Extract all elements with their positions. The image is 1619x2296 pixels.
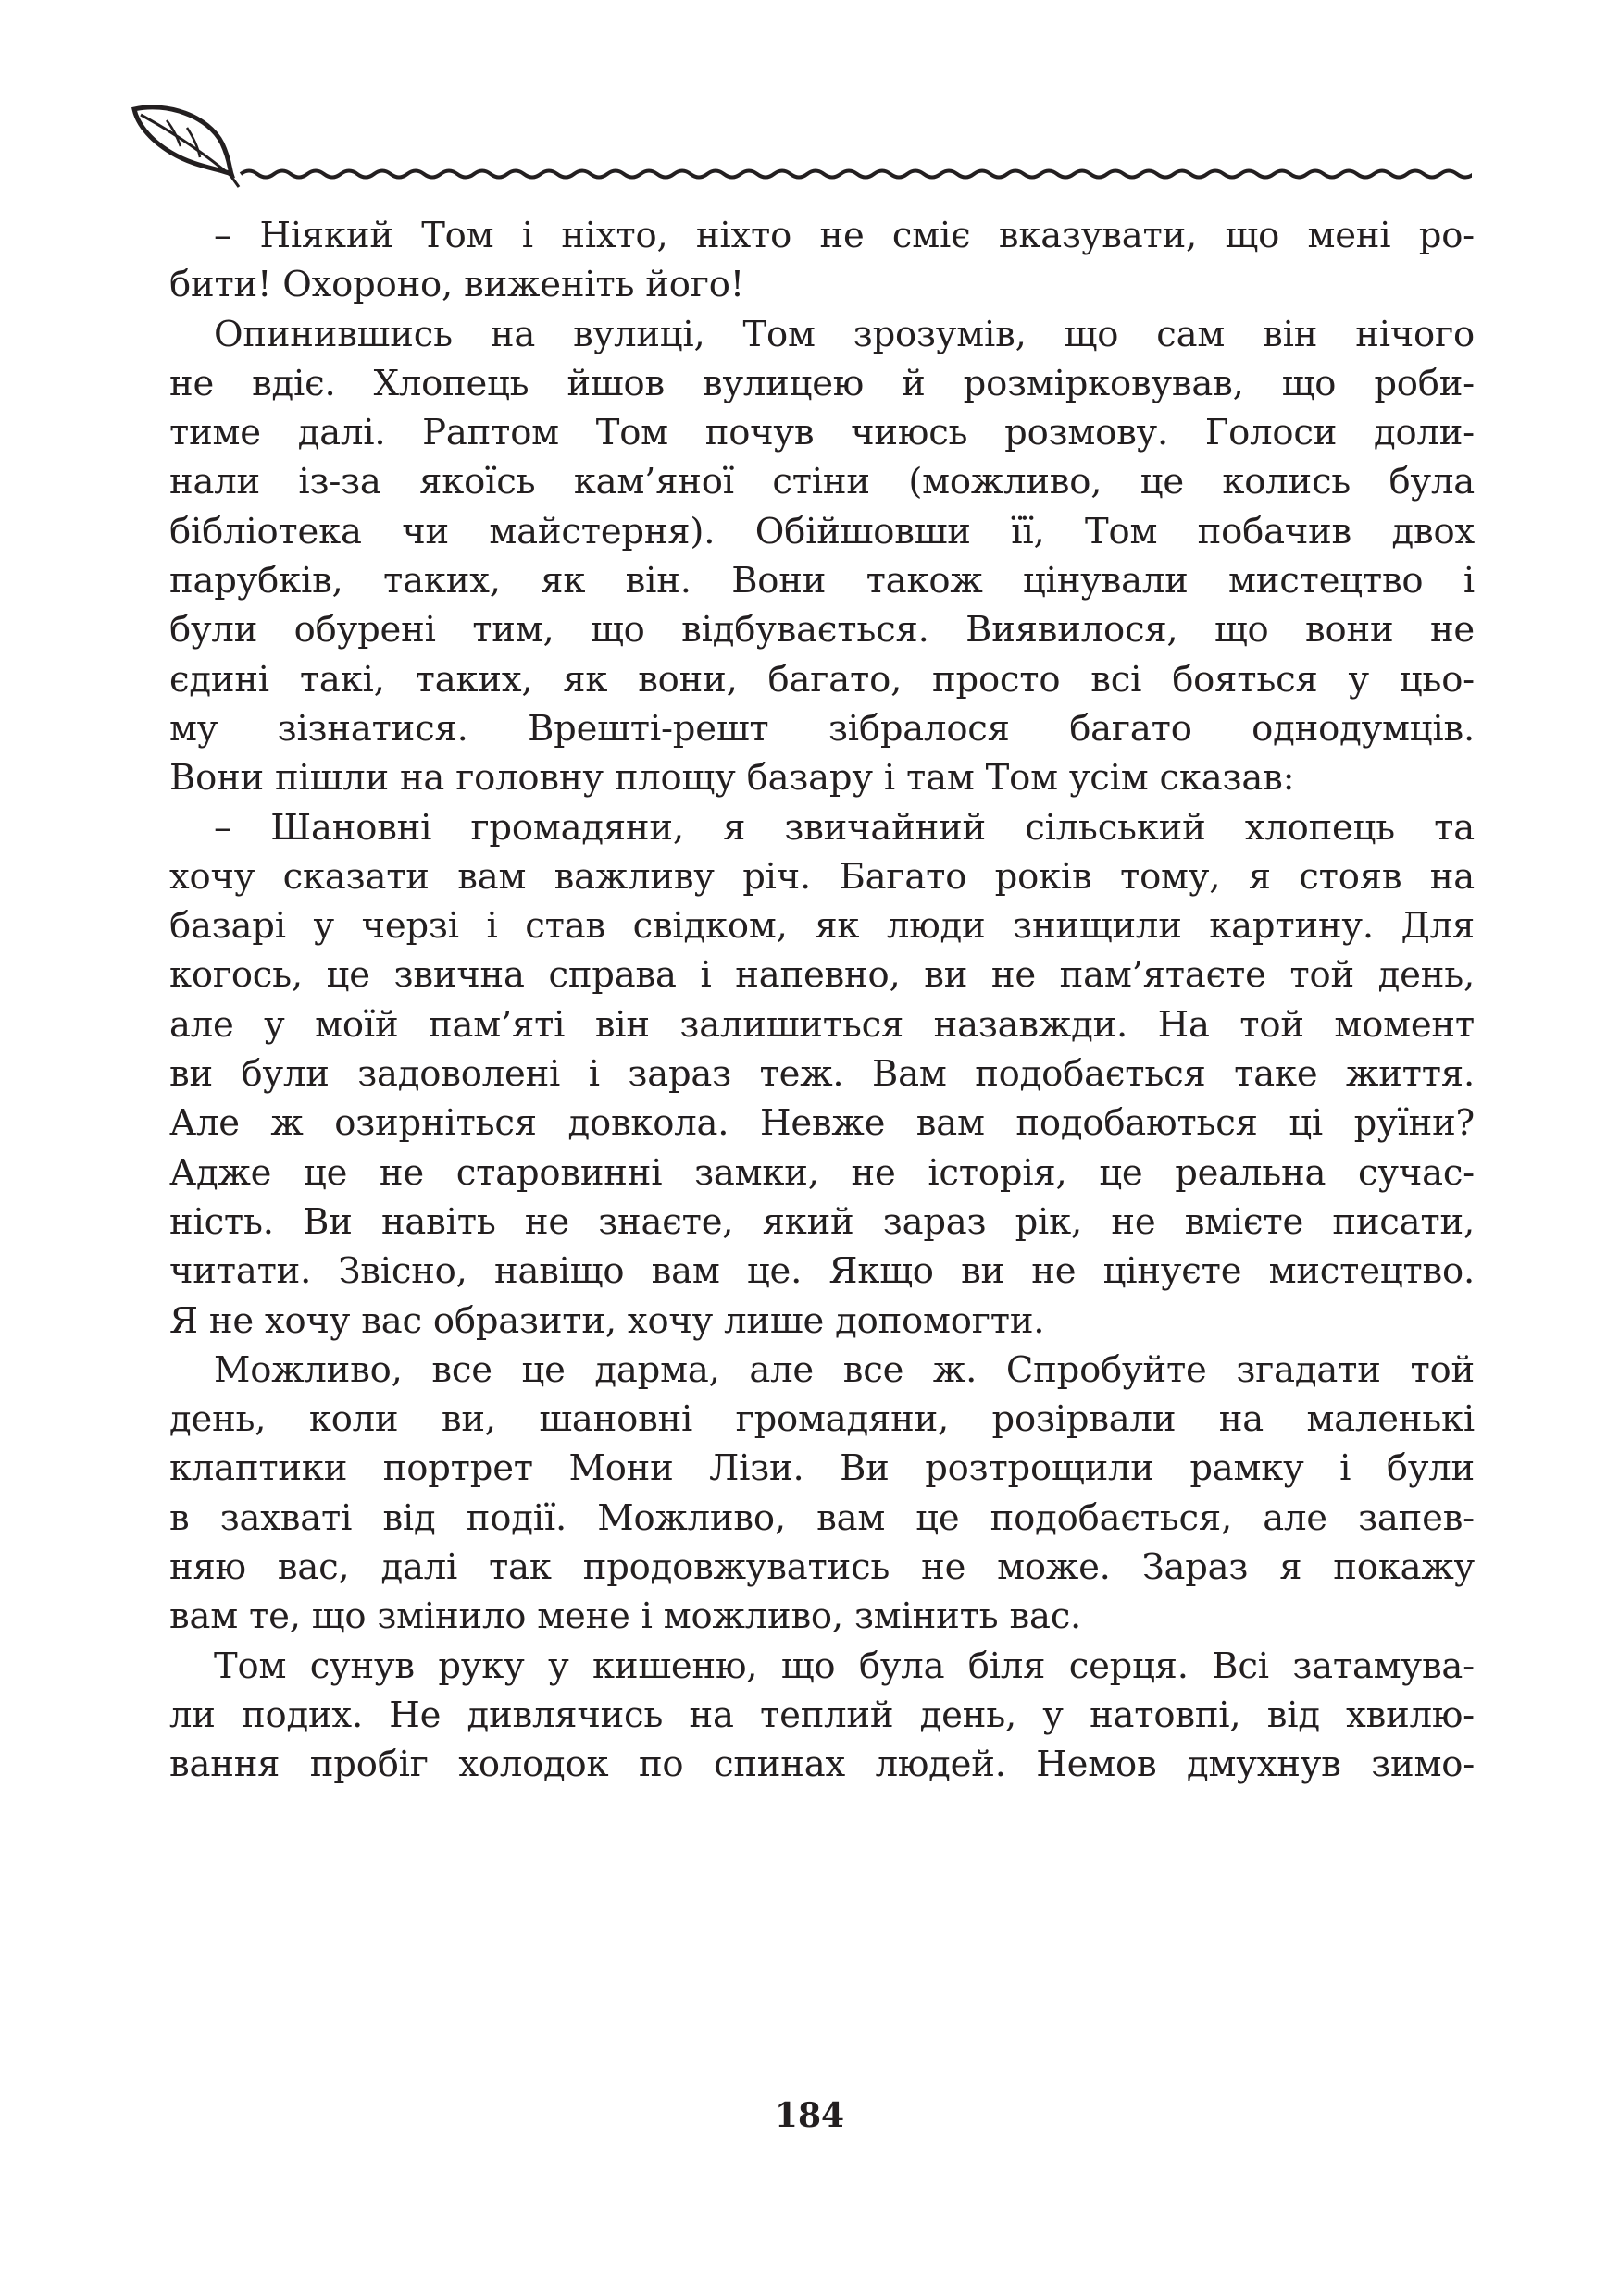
body-text <box>169 211 1475 1790</box>
text-line: ви були задоволені і зараз теж. Вам подобається таке життя. <box>169 1053 1475 1096</box>
text-line: нали із-за якоїсь кам’яної стіни (можливо, це колись була <box>169 461 1475 503</box>
text-line: Опинившись на вулиці, Том зрозумів, що сам він нічого <box>214 313 1475 355</box>
text-line: вання пробіг холодок по спинах людей. Немов дмухнув зимо- <box>169 1744 1475 1786</box>
text-line: – Ніякий Том і ніхто, ніхто не сміє вказувати, що мені ро- <box>214 215 1475 256</box>
leaf-wave-ornament <box>130 102 1472 194</box>
text-line: Але ж озирніться довкола. Невже вам подобаються ці руїни? <box>169 1102 1475 1145</box>
text-line: тиме далі. Раптом Том почув чиюсь розмову. Голоси доли- <box>169 412 1475 454</box>
text-line: вам те, що змінило мене і можливо, змінить вас. <box>169 1595 1082 1638</box>
text-line: когось, це звична справа і напевно, ви не пам’ятаєте той день, <box>169 954 1475 997</box>
text-line: не вдіє. Хлопець йшов вулицею й розмірковував, що роби- <box>169 362 1475 404</box>
text-line: але у моїй пам’яті він залишиться назавжди. На той момент <box>169 1003 1475 1046</box>
text-line: му зізнатися. Врешті-решт зібралося багато однодумців. <box>169 707 1475 750</box>
text-line: няю вас, далі так продовжуватись не може. Зараз я покажу <box>169 1546 1475 1589</box>
text-line: бібліотека чи майстерня). Обійшовши її, Том побачив двох <box>169 510 1475 552</box>
wavy-divider <box>241 171 1472 178</box>
leaf-icon <box>134 107 239 187</box>
text-line: день, коли ви, шановні громадяни, розірвали на маленькі <box>169 1398 1475 1441</box>
text-line: базарі у черзі і став свідком, як люди знищили картину. Для <box>169 905 1475 948</box>
text-line: клаптики портрет Мони Лізи. Ви розтрощили рамку і були <box>169 1447 1475 1490</box>
text-line: парубків, таких, як він. Вони також цінували мистецтво і <box>169 560 1475 602</box>
text-line: Том сунув руку у кишеню, що була біля серця. Всі затамува- <box>214 1644 1475 1687</box>
text-line: Адже це не старовинні замки, не історія, це реальна сучас- <box>169 1151 1475 1194</box>
text-line: Можливо, все це дарма, але все ж. Спробуйте згадати той <box>214 1348 1475 1391</box>
text-line: ність. Ви навіть не знаєте, який зараз рік, не вмієте писати, <box>169 1200 1475 1243</box>
text-line: ли подих. Не дивлячись на теплий день, у натовпі, від хвилю- <box>169 1694 1475 1736</box>
text-line: в захваті від події. Можливо, вам це подобається, але запев- <box>169 1496 1475 1539</box>
text-line: бити! Охороно, виженіть його! <box>169 264 744 306</box>
text-line: читати. Звісно, навіщо вам це. Якщо ви не цінуєте мистецтво. <box>169 1250 1475 1293</box>
text-line: Вони пішли на головну площу базару і там Том усім сказав: <box>169 757 1295 800</box>
text-line: Я не хочу вас образити, хочу лише допомогти. <box>169 1299 1045 1342</box>
page-number: 184 <box>774 2096 845 2135</box>
text-line: єдині такі, таких, як вони, багато, просто всі бояться у цьо- <box>169 658 1475 701</box>
text-line: хочу сказати вам важливу річ. Багато років тому, я стояв на <box>169 855 1475 898</box>
text-line: – Шановні громадяни, я звичайний сільський хлопець та <box>214 806 1475 849</box>
text-line: були обурені тим, що відбувається. Виявилося, що вони не <box>169 609 1475 652</box>
